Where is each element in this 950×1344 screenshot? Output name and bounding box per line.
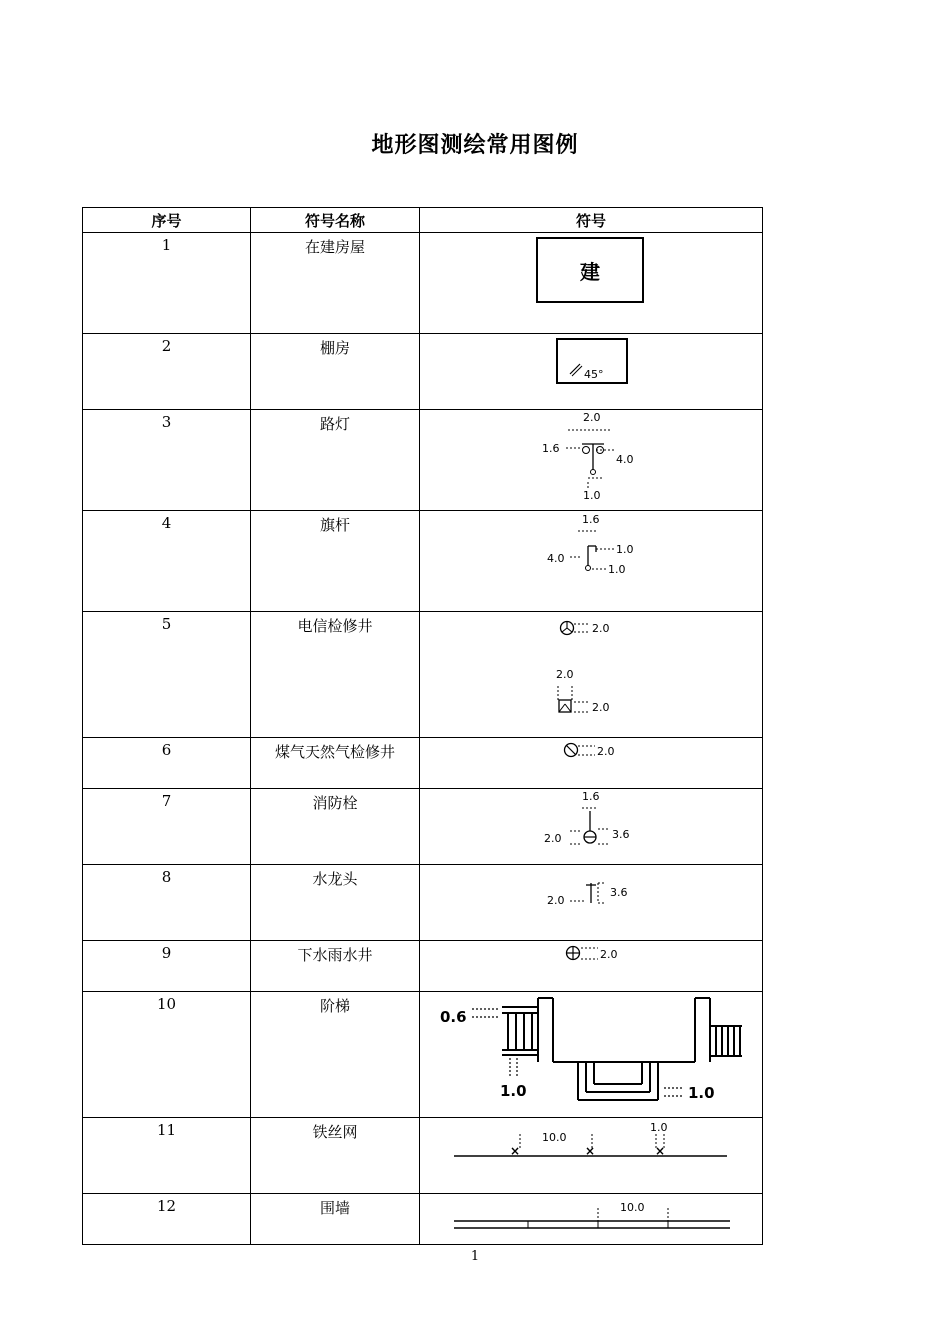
row-number: 10 — [83, 992, 251, 1118]
symbol-label: 2.0 — [592, 622, 610, 635]
symbol-label: 2.0 — [600, 948, 618, 961]
symbol-cell — [420, 992, 763, 1118]
building-under-construction-symbol — [420, 233, 763, 333]
symbol-name: 围墙 — [251, 1194, 420, 1245]
symbol-label: 建 — [580, 260, 600, 284]
row-number: 9 — [83, 941, 251, 992]
symbol-cell — [420, 334, 763, 410]
symbol-label: 2.0 — [583, 411, 601, 424]
symbol-label: 2.0 — [544, 832, 562, 845]
symbol-cell — [420, 789, 763, 865]
symbol-label: 45° — [584, 368, 604, 381]
gas-manhole-symbol — [420, 738, 763, 788]
table-row — [83, 738, 763, 789]
symbol-label: 3.6 — [612, 828, 630, 841]
page-number: 1 — [470, 1249, 480, 1264]
symbol-label: 4.0 — [547, 552, 565, 565]
symbol-cell — [420, 865, 763, 941]
symbol-label: 1.0 — [608, 563, 626, 576]
symbol-cell — [420, 941, 763, 992]
wire-fence-symbol — [420, 1118, 763, 1193]
row-number: 11 — [83, 1118, 251, 1194]
header-symbol: 符号 — [420, 208, 763, 233]
symbol-cell — [420, 612, 763, 738]
symbol-label: 10.0 — [542, 1131, 567, 1144]
water-tap-symbol — [420, 865, 763, 940]
row-number: 1 — [83, 233, 251, 334]
header-index: 序号 — [83, 208, 251, 233]
symbol-cell — [420, 1194, 763, 1245]
stairs-symbol — [420, 992, 763, 1117]
shed-symbol — [420, 334, 763, 409]
header-symbol-name: 符号名称 — [251, 208, 420, 233]
symbol-label: 1.0 — [650, 1121, 668, 1134]
table-row — [83, 1118, 763, 1194]
document-title: 地形图测绘常用图例 — [371, 133, 579, 158]
symbol-label: 3.6 — [610, 886, 628, 899]
fire-hydrant-symbol — [420, 789, 763, 864]
svg-text:×: × — [584, 1144, 596, 1158]
table-row — [83, 789, 763, 865]
symbol-cell — [420, 233, 763, 334]
symbol-label: 1.0 — [616, 543, 634, 556]
row-number: 8 — [83, 865, 251, 941]
symbol-label: 2.0 — [592, 701, 610, 714]
symbol-label: 1.6 — [582, 513, 600, 526]
symbol-label: 1.6 — [582, 790, 600, 803]
symbol-name: 路灯 — [251, 410, 420, 511]
symbol-name: 消防栓 — [251, 789, 420, 865]
symbol-label: 10.0 — [620, 1201, 645, 1214]
row-number: 6 — [83, 738, 251, 789]
table-row — [83, 941, 763, 992]
symbol-cell — [420, 410, 763, 511]
enclosure-wall-symbol — [420, 1194, 763, 1244]
symbol-label: 2.0 — [547, 894, 565, 907]
symbol-label: 1.0 — [688, 1084, 715, 1102]
table-row — [83, 233, 763, 334]
table-row — [83, 992, 763, 1118]
symbol-label: 2.0 — [556, 668, 574, 681]
svg-text:×: × — [509, 1144, 521, 1158]
symbol-name: 在建房屋 — [251, 233, 420, 334]
table-row — [83, 865, 763, 941]
symbol-name: 电信检修井 — [251, 612, 420, 738]
symbol-label: 0.6 — [440, 1008, 467, 1026]
symbol-name: 下水雨水井 — [251, 941, 420, 992]
flagpole-symbol — [420, 511, 763, 611]
row-number: 12 — [83, 1194, 251, 1245]
rainwater-sewer-symbol — [420, 941, 763, 991]
svg-text:×: × — [654, 1144, 666, 1158]
table-header-row — [83, 208, 763, 233]
table-row — [83, 1194, 763, 1245]
symbol-label: 1.0 — [583, 489, 601, 502]
symbol-name: 水龙头 — [251, 865, 420, 941]
row-number: 7 — [83, 789, 251, 865]
legend-table — [82, 207, 763, 1245]
symbol-name: 煤气天然气检修井 — [251, 738, 420, 789]
symbol-label: 4.0 — [616, 453, 634, 466]
row-number: 4 — [83, 511, 251, 612]
symbol-cell — [420, 511, 763, 612]
symbol-label: 2.0 — [597, 745, 615, 758]
symbol-name: 铁丝网 — [251, 1118, 420, 1194]
symbol-name: 旗杆 — [251, 511, 420, 612]
table-row — [83, 410, 763, 511]
table-row — [83, 511, 763, 612]
symbol-label: 1.0 — [500, 1082, 527, 1100]
symbol-cell — [420, 1118, 763, 1194]
symbol-cell — [420, 738, 763, 789]
row-number: 5 — [83, 612, 251, 738]
row-number: 2 — [83, 334, 251, 410]
table-row — [83, 334, 763, 410]
symbol-label: 1.6 — [542, 442, 560, 455]
telecom-manhole-symbol — [420, 612, 763, 737]
symbol-name: 阶梯 — [251, 992, 420, 1118]
row-number: 3 — [83, 410, 251, 511]
table-row — [83, 612, 763, 738]
street-lamp-symbol — [420, 410, 763, 510]
symbol-name: 棚房 — [251, 334, 420, 410]
